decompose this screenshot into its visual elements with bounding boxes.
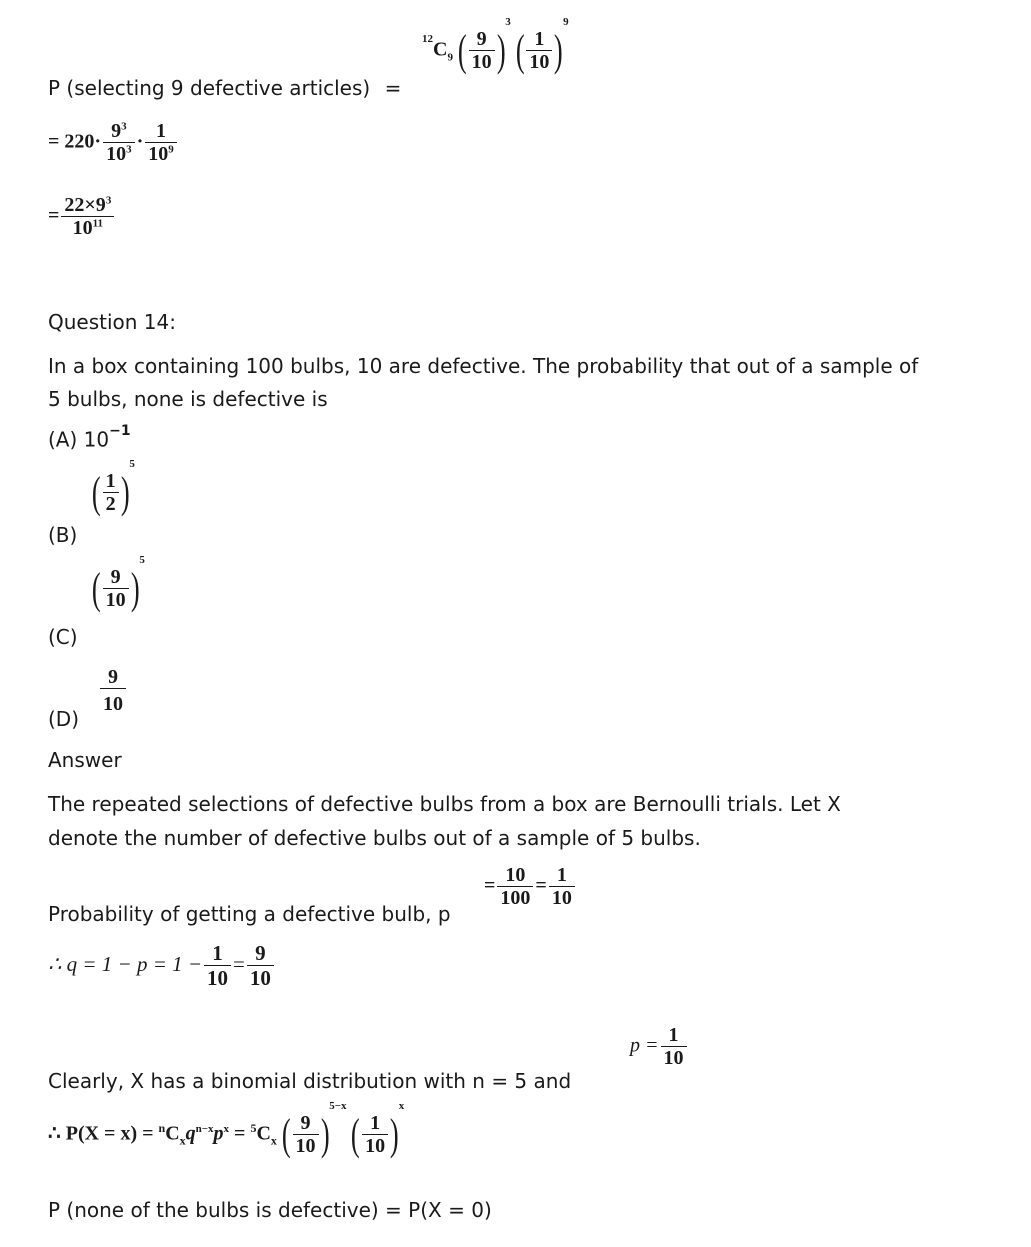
pmf-c: C (165, 1122, 180, 1145)
pmf-lead: ∴ P(X = x) = (48, 1122, 159, 1145)
binom-p-frac: $\frac{1}{10}$ (661, 1024, 687, 1070)
option-c-label: (C) (48, 625, 78, 649)
prev-line-3 (48, 194, 116, 240)
option-c-frac: $\frac{9}{10}$ (103, 566, 129, 612)
pmf-pow-2: x (398, 1100, 405, 1112)
q-frac-2: $\frac{9}{10}$ (247, 942, 274, 990)
prob-label: Probability of getting a defective bulb, p (48, 902, 451, 926)
l2-frac-1: $\frac{9^3}{10^3}$ (103, 120, 135, 166)
pmf-eq: = (229, 1122, 251, 1145)
answer-heading: Answer (48, 748, 122, 772)
option-d-frac: $\frac{9}{10}$ (100, 666, 126, 716)
paren-open: ( (457, 26, 467, 75)
paren-close: ) (130, 564, 140, 613)
expr-frac-2: $\frac{1}{10}$ (526, 28, 552, 74)
expr-superscript: 12 (422, 32, 433, 45)
binomial-text: Clearly, X has a binomial distribution with n = 5 and (48, 1069, 572, 1093)
pmf-pow-1: 5−x (329, 1100, 347, 1112)
paren-open: ( (91, 468, 101, 517)
paren-open: ( (351, 1110, 361, 1159)
option-a-exponent: −1 (109, 423, 131, 439)
paren-close: ) (120, 468, 130, 517)
answer-para-line-2: denote the number of defective bulbs out of a sample of 5 bulbs. (48, 826, 701, 850)
q-eq: = (233, 951, 245, 976)
pmf-frac-2: $\frac{1}{10}$ (362, 1112, 388, 1158)
prev-label-text: P (selecting 9 defective articles) (48, 76, 371, 100)
l3-eq: = (48, 204, 60, 227)
paren-open: ( (91, 564, 101, 613)
option-b-frac: $\frac{1}{2}$ (103, 470, 119, 516)
option-a-label: (A) 10 (48, 427, 110, 452)
l2-dot: · (136, 130, 144, 153)
p-frac-1: $\frac{10}{100}$ (497, 864, 533, 910)
option-c-pow: 5 (139, 554, 145, 566)
question-title: Question 14: (48, 310, 176, 334)
pmf-expression (48, 1100, 405, 1159)
l2-frac-2: $\frac{1}{10^9}$ (145, 120, 177, 166)
question-text-line-1: In a box containing 100 bulbs, 10 are defective. The probability that out of a sample of (48, 354, 919, 378)
binom-p-lead: p = (630, 1034, 659, 1057)
expr-pow-2: 9 (563, 16, 569, 28)
pmf-p: p (213, 1122, 224, 1145)
p-eq-2: = (535, 874, 547, 897)
option-d-expression (98, 666, 128, 716)
l2-lead: = 220· (48, 130, 102, 153)
paren-close: ) (320, 1110, 330, 1159)
p-frac-2: $\frac{1}{10}$ (549, 864, 575, 910)
prev-binomial-expression (422, 16, 569, 75)
question-text-line-2: 5 bulbs, none is defective is (48, 387, 328, 411)
pmf-x: x (179, 1133, 186, 1148)
paren-open: ( (515, 26, 525, 75)
l3-frac: $\frac{22\times 9^3}{10^{11}}$ (61, 194, 114, 240)
pmf-5: 5 (250, 1120, 257, 1135)
expr-subscript: 9 (447, 51, 453, 64)
pmf-c2: C (256, 1122, 271, 1145)
pmf-n: n (158, 1120, 166, 1135)
pmf-x2: x (270, 1133, 277, 1148)
binomial-p-expression (630, 1024, 689, 1070)
expr-pow-1: 3 (505, 16, 511, 28)
q-expression (48, 942, 276, 990)
paren-close: ) (390, 1110, 399, 1159)
option-d-label: (D) (48, 707, 80, 731)
paren-close: ) (554, 26, 564, 75)
prob-expression (484, 864, 577, 910)
final-line: P (none of the bulbs is defective) = P(X = 0) (48, 1198, 492, 1222)
q-lead: ∴ q = 1 − p = 1 − (48, 951, 203, 976)
pmf-q-pow: n−x (195, 1122, 214, 1135)
expr-frac-1: $\frac{9}{10}$ (469, 28, 495, 74)
paren-close: ) (496, 26, 506, 75)
p-eq-1: = (484, 874, 496, 897)
option-b-label: (B) (48, 523, 78, 547)
option-a (48, 423, 131, 452)
pmf-p-pow: x (223, 1122, 230, 1135)
pmf-frac-1: $\frac{9}{10}$ (293, 1112, 319, 1158)
expr-c: C (433, 38, 448, 61)
prev-eq: = (384, 76, 402, 100)
option-b-pow: 5 (129, 458, 135, 470)
option-b-expression (91, 458, 135, 517)
paren-open: ( (281, 1110, 291, 1159)
prev-label (48, 76, 401, 100)
prev-line-2 (48, 120, 179, 166)
q-frac-1: $\frac{1}{10}$ (204, 942, 231, 990)
answer-para-line-1: The repeated selections of defective bulbs from a box are Bernoulli trials. Let X (48, 792, 841, 816)
option-c-expression (91, 554, 145, 613)
pmf-q: q (185, 1122, 196, 1145)
